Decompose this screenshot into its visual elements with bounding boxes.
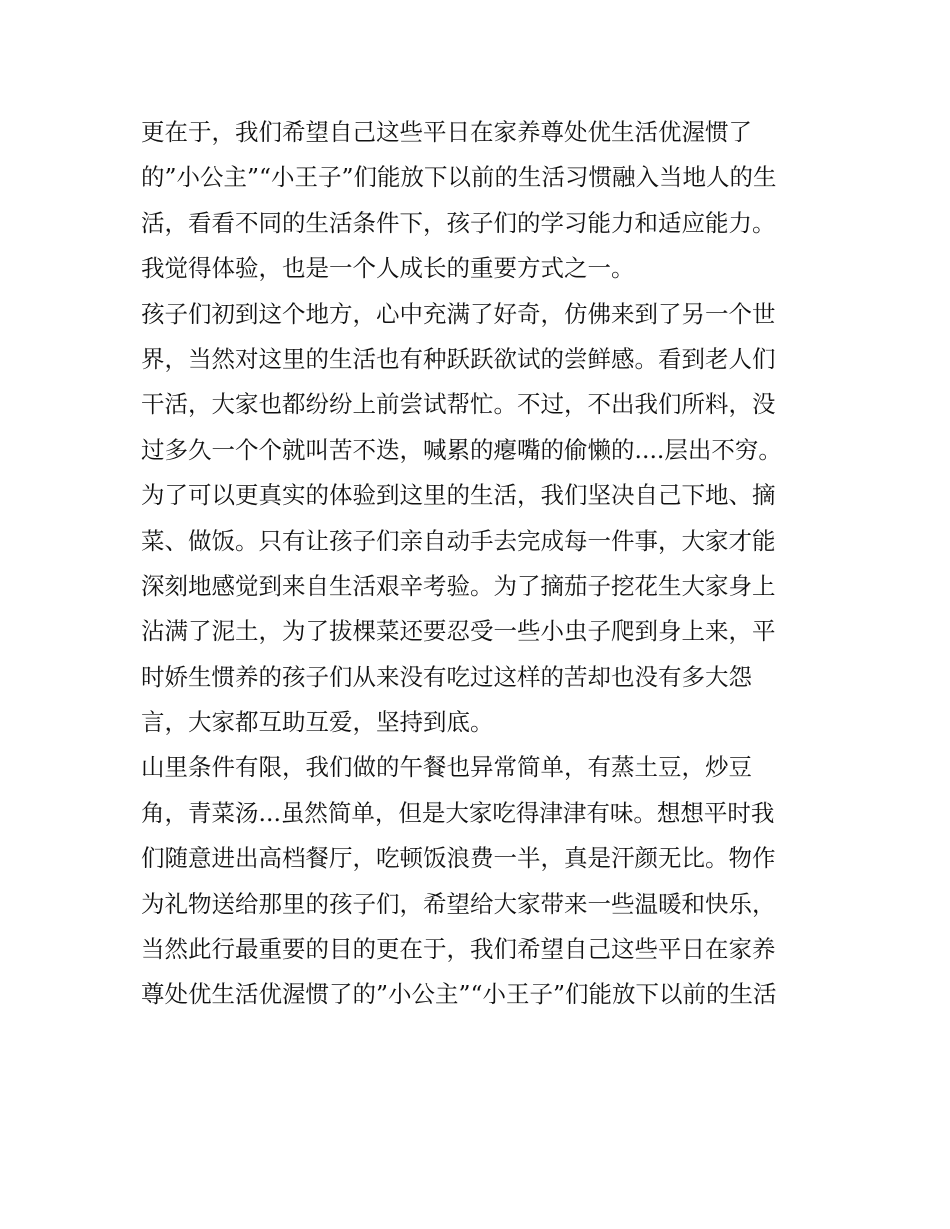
text-line: 菜、做饭。只有让孩子们亲自动手去完成每一件事，大家才能 bbox=[141, 526, 776, 555]
text-line: 们随意进出高档餐厅，吃顿饭浪费一半，真是汗颜无比。物作 bbox=[141, 844, 776, 873]
text-line: 时娇生惯养的孩子们从来没有吃过这样的苦却也没有多大怨 bbox=[141, 662, 752, 691]
text-line: 为了可以更真实的体验到这里的生活，我们坚决自己下地、摘 bbox=[141, 481, 776, 510]
text-line: 活，看看不同的生活条件下，孩子们的学习能力和适应能力。 bbox=[141, 208, 776, 237]
body-text bbox=[141, 110, 821, 1018]
text-line: 深刻地感觉到来自生活艰辛考验。为了摘茄子挖花生大家身上 bbox=[141, 571, 776, 600]
text-line: 过多久一个个就叫苦不迭，喊累的瘪嘴的偷懒的....层出不穷。 bbox=[141, 435, 782, 464]
text-line: 我觉得体验，也是一个人成长的重要方式之一。 bbox=[141, 254, 635, 283]
text-line: 的”小公主”“小王子”们能放下以前的生活习惯融入当地人的生 bbox=[141, 163, 777, 192]
text-line: 山里条件有限，我们做的午餐也异常简单，有蒸土豆，炒豆 bbox=[141, 753, 752, 782]
text-line: 尊处优生活优渥惯了的”小公主”“小王子”们能放下以前的生活 bbox=[141, 980, 777, 1009]
text-line: 言，大家都互助互爱，坚持到底。 bbox=[141, 708, 494, 737]
text-line: 干活，大家也都纷纷上前尝试帮忙。不过，不出我们所料，没 bbox=[141, 390, 776, 419]
text-line: 当然此行最重要的目的更在于，我们希望自己这些平日在家养 bbox=[141, 935, 776, 964]
text-line: 为礼物送给那里的孩子们，希望给大家带来一些温暖和快乐， bbox=[141, 889, 776, 918]
text-line: 沾满了泥土，为了拔棵菜还要忍受一些小虫子爬到身上来，平 bbox=[141, 617, 776, 646]
text-line: 角，青菜汤...虽然简单，但是大家吃得津津有味。想想平时我 bbox=[141, 798, 775, 827]
text-line: 更在于，我们希望自己这些平日在家养尊处优生活优渥惯了 bbox=[141, 118, 752, 146]
text-line: 界，当然对这里的生活也有种跃跃欲试的尝鲜感。看到老人们 bbox=[141, 344, 776, 373]
text-line: 孩子们初到这个地方，心中充满了好奇，仿佛来到了另一个世 bbox=[141, 299, 776, 328]
